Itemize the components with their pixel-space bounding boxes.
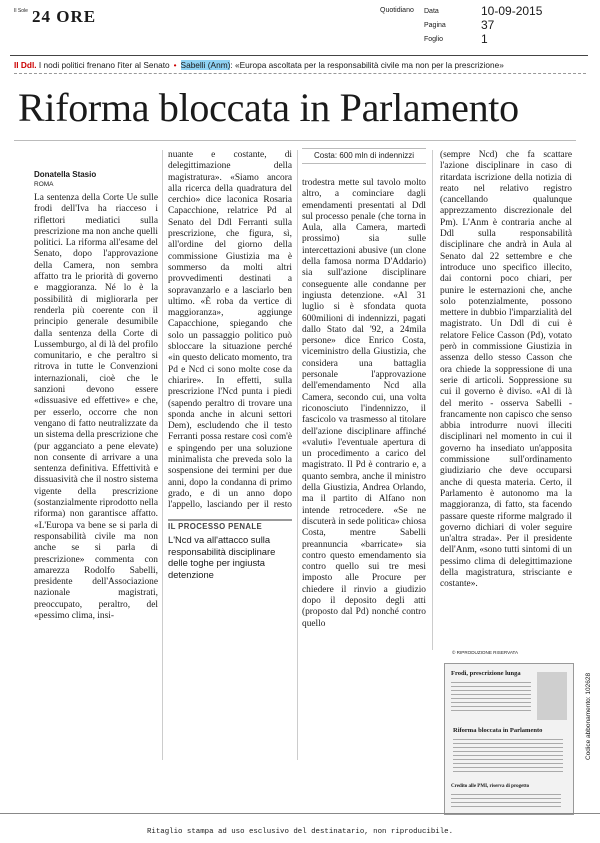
clipping-meta (424, 4, 542, 46)
meta-key: Foglio (424, 35, 444, 43)
thumbnail-text-line (451, 694, 531, 695)
thumbnail-text-line (451, 794, 561, 795)
kicker-name-highlight (181, 60, 231, 70)
kicker-line (14, 57, 586, 74)
meta-value: 37 (481, 18, 495, 32)
kicker-quote: «Europa ascoltata per la responsabilità civile ma non per la prescrizione» (235, 60, 504, 70)
column-text: trodestra mette sul tavolo molto altro, a cominciare dagli emendamenti presentati al Ddl sul processo penale (che torna in Aula, alla Camera, martedì prossimo) sia sulle intercettazioni abusive (un clone della famosa norma D'Addario) sia sull'azione disciplinare conseguente alle condanne per ingiusta detenzione. «Al 31 luglio si è sfondata quota 600milioni di indennizzi, pagati dallo Stato dal '92, a 24mila persone» dice Enrico Costa, viceministro della Giustizia, che considera una battaglia personale l'approvazione dell'emendamento Ncd alla Camera, secondo cui, una volta riconosciuto l'indennizzo, il fascicolo va trasmesso al titolare dell'azione disciplinare affinché «valuti» l'eventuale apertura di un procedimento a carico del magistrato. Il Pd è contrario e, a quanto sembra, anche il ministro della Giustizia, Andrea Orlando, ma il partito di Alfano non intende retrocedere. «Se ne discuterà in sede politica» chiosa Costa, mentre Sabelli preannuncia «barricate» sia contro questo emendamento sia contro quello sui tre mesi imposto alle Procure per chiedere il rinvio a giudizio dopo il deposito degli atti (proposto dal Pd) nonché contro quello (302, 178, 426, 629)
callout-box: Costa: 600 mln di indennizzi (302, 148, 426, 164)
column-divider (432, 150, 433, 650)
sidebox (168, 522, 292, 580)
thumbnail-headline: Credito alle PMI, riserva di progetto (451, 784, 530, 789)
thumbnail-text-line (451, 690, 531, 691)
kicker-text: I nodi politici frenano l'iter al Senato (38, 60, 170, 70)
kicker-section: Il Ddl. (14, 60, 37, 70)
thumbnail-headline: Riforma bloccata in Parlamento (453, 727, 543, 734)
meta-row-data (424, 4, 542, 18)
article-title: Riforma bloccata in Parlamento (18, 85, 519, 130)
thumbnail-text-line (453, 751, 563, 752)
thumbnail-text-line (453, 767, 563, 768)
thumbnail-text-line (451, 702, 531, 703)
subscription-code: Codice abbonamento: 102628 (585, 672, 592, 760)
sidebox-rule (168, 519, 292, 521)
kicker-party: (Anm) (207, 60, 231, 70)
meta-row-foglio (424, 32, 542, 46)
logo-small-text: Il Sole (14, 8, 28, 14)
logo-title: 24 ORE (32, 7, 97, 26)
thumbnail-text-line (453, 743, 563, 744)
copyright-note: © RIPRODUZIONE RISERVATA (452, 650, 519, 655)
column-text: nuante e costante, di delegittimazione della magistratura». «Siamo ancora alla ricerca della quadratura del cerchio» dice laconica Rosaria Capacchione, relatrice Pd al Senato del Ddl Ferranti sulla prescrizione, che figura, sì, all'ordine del giorno della commissione Giustizia ma è sommerso da molti altri provvedimenti destinati a sopravanzarlo e a lasciarlo ben ultimo. «È roba da vertice di maggioranza», aggiunge Capacchione, spiegando che solo un passaggio politico può sbloccare la situazione perché «in questo delicato momento, tra Pd e Ncd ci sono molte cose da chiarire». In effetti, sulla prescrizione l'Ncd punta i piedi (sapendo peraltro di trovare una sponda anche in alcuni settori Dem), escludendo che il testo Ferranti possa restare così com'è e spingendo per una soluzione minimalista che preveda solo la sospensione dei termini per due anni, dopo la condanna di primo grado, e di un anno dopo l'appello, lasciando per il resto (168, 150, 292, 510)
column-text: La sentenza della Corte Ue sulle frodi dell'Iva ha riacceso i riflettori mediatici sulla prescrizione ma non anche quelli politici. La riforma all'esame del Senato, dopo l'approvazione della Camera, non sembra affatto tra le priorità di governo e maggioranza. Né lo è la possibilità di migliorarla per renderla più coerente con il principio generale desumibile dalla sentenza della Corte di Lussemburgo, al di là del profilo comunitario, e che peraltro si ritrova in tutte le Convenzioni internazionali, cioè che le sanzioni devono essere «dissuasive ed effettive» e che, per esserlo, occorre che non vengano di fatto neutralizzate da un sistema della prescrizione che (pur agganciato a pene elevate) non consente di arrivare a una sentenza definitiva. Effettività e dissuasività che il nostro sistema vigente della prescrizione (sostanzialmente riprodotto nella riforma) non garantisce affatto. «L'Europa va bene se si parla di responsabilità civile ma non anche se si parla di prescrizione» commenta con amarezza Rodolfo Sabelli, presidente dell'Associazione nazionale magistrati, preoccupato, peraltro, del «pessimo clima, insi- (34, 193, 158, 621)
kicker-colon: : (230, 60, 233, 70)
thumbnail-text-line (451, 802, 561, 803)
meta-key: Pagina (424, 21, 446, 29)
thumbnail-text-line (451, 706, 531, 707)
thumbnail-text-line (453, 771, 563, 772)
thumbnail-text-line (453, 747, 563, 748)
thumbnail-sidebar-block (537, 672, 567, 720)
column-text: (sempre Ncd) che fa scattare l'azione disciplinare in caso di ritardata iscrizione della notizia di reato nel relativo registro (cancellando qualunque apprezzamento discrezionale del Pm). L'Anm è contraria anche al Ddl sulla responsabilità disciplinare che andrà in Aula al Senato dal 22 settembre e che introduce uno specifico illecito, dai contorni poco chiari, per punire le esternazioni che, anche solo potenzialmente, possono mettere in dubbio l'imparzialità del magistrato. Un Ddl di cui è relatore Felice Casson (Pd), votato però in commissione Giustizia in assenza dello stesso Casson che ora chiede la soppressione di una serie di articoli. Soppressione su cui il governo è diviso. «Al di là del merito - osserva Sabelli - francamente non capisco che senso abbia introdurre nuovi illeciti disciplinari nel momento in cui il governo ha insediato un'apposita commissione sull'ordinamento giudiziario che deve occuparsi anche di questa materia. Certo, il Parlamento è autonomo ma la maggioranza, di fatto, sta facendo passare queste riforme malgrado il governo dichiari di voler seguire un'altra strada». Per il presidente dell'Anm, «sono tutti sintomi di un pessimo clima di delegittimazione della magistratura, strisciante e costante». (440, 150, 572, 590)
meta-value: 10-09-2015 (481, 4, 543, 18)
author-byline: Donatella Stasio (34, 170, 97, 179)
thumbnail-text-line (451, 710, 531, 711)
column-divider (297, 150, 298, 760)
thumbnail-headline: Frodi, prescrizione lunga (451, 670, 521, 677)
bullet-icon: • (173, 60, 177, 70)
dateline: ROMA (34, 181, 54, 188)
article-column-3 (302, 178, 426, 763)
footer-notice: Ritaglio stampa ad uso esclusivo del destinatario, non riproducibile. (146, 828, 454, 836)
article-column-4 (440, 150, 572, 642)
publication-type: Quotidiano (380, 7, 414, 14)
footer-divider (0, 813, 600, 814)
thumbnail-text-line (453, 755, 563, 756)
thumbnail-text-line (453, 759, 563, 760)
article-column-2 (168, 150, 292, 510)
meta-value: 1 (481, 32, 488, 46)
article-column-1 (34, 193, 158, 753)
meta-key: Data (424, 7, 439, 15)
header-divider (10, 55, 588, 56)
title-divider (14, 140, 576, 141)
sidebox-heading: IL PROCESSO PENALE (168, 522, 263, 531)
newspaper-logo (14, 6, 104, 28)
thumbnail-text-line (451, 698, 531, 699)
thumbnail-text-line (451, 686, 531, 687)
thumbnail-text-line (453, 739, 563, 740)
page-thumbnail (444, 663, 574, 815)
thumbnail-text-line (451, 806, 561, 807)
sidebox-text: L'Ncd va all'attacco sulla responsabilità disciplinare delle toghe per ingiusta detenzione (168, 534, 276, 580)
meta-row-pagina (424, 18, 542, 32)
column-divider (162, 150, 163, 760)
thumbnail-text-line (451, 682, 531, 683)
kicker-name: Sabelli (180, 60, 206, 70)
thumbnail-text-line (451, 798, 561, 799)
thumbnail-text-line (453, 763, 563, 764)
